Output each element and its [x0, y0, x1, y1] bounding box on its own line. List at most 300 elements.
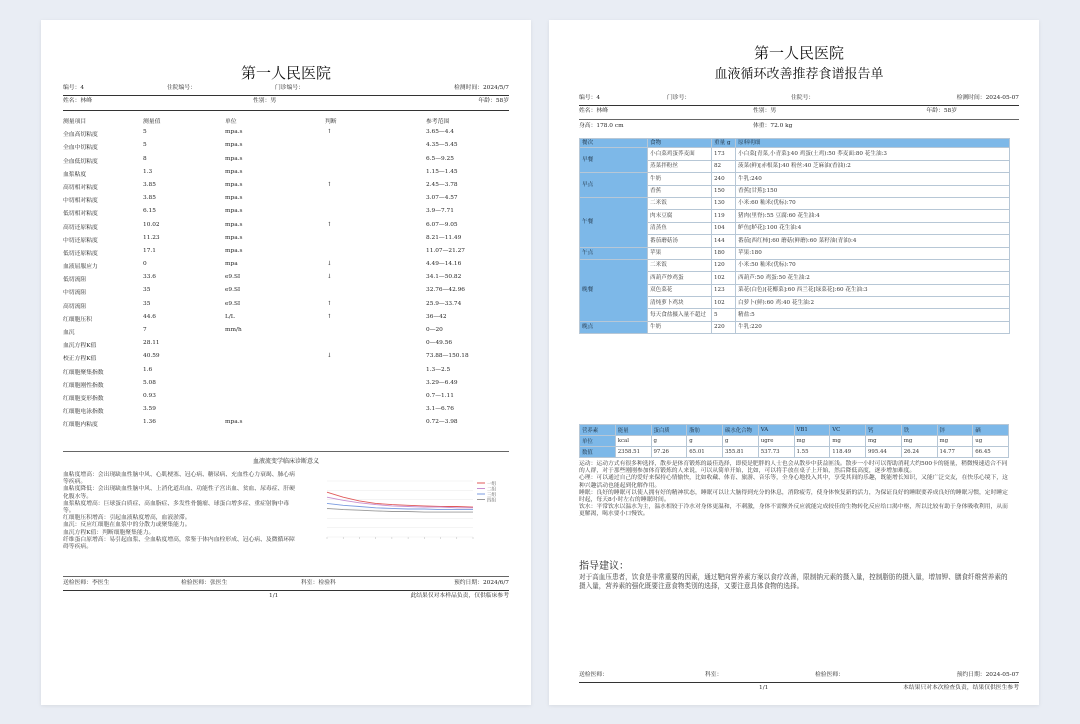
col-header-value: 测量值	[143, 119, 161, 125]
food-weight: 104	[712, 222, 736, 234]
page-number: 1/1	[269, 593, 279, 599]
patient-name: 姓名：林峰	[63, 98, 92, 104]
item-range: 0—20	[426, 327, 443, 333]
item-value: 5	[143, 129, 147, 136]
nutrition-value-row	[580, 447, 1009, 458]
food-ingredients: 牛乳:240	[736, 173, 1010, 185]
result-row	[63, 191, 509, 204]
paragraph: 红细胞压积增高：引起血液粘度增高，血液淤滞。	[63, 515, 191, 522]
paragraph: 血粘度增高：会出现缺血性脑中风、心肌梗塞、冠心病、糖尿病、充血性心力衰竭、肺心病等疾病。	[63, 472, 295, 486]
result-row	[63, 415, 509, 428]
food-ingredients: 白萝卜(鲜):60 鸡:40 花生油:2	[736, 297, 1010, 309]
item-flag: ↑	[327, 181, 332, 188]
appt-label: 预约日期：	[453, 580, 483, 586]
item-range: 0—49.56	[426, 340, 453, 347]
result-row	[63, 244, 509, 257]
col-header-weight: 重量 g	[712, 139, 736, 148]
nutrient-unit: mg	[901, 436, 937, 447]
nutrient-unit: mg	[794, 436, 830, 447]
food-name: 双色菜花	[648, 284, 712, 296]
appointment-date: 预约日期：2024-05-07	[956, 672, 1019, 678]
legend-label: 三组	[487, 492, 496, 498]
advice-exercise: 运动：运动方式有很多种选择，散步是体育锻炼的最佳选择，即使是肥胖的人士也会从散步中获益匪浅。散步一小时可以帮助消耗大约500卡的能量，稍微慢速适合不同的人群，对于那些刚刚参加体育锻炼的人来说，可以从简单开始，比如，可以将手放在桌子上开始，然后降低高度，逐步增加难度。	[579, 461, 1008, 475]
item-unit: mpa.s	[225, 221, 243, 228]
paragraph: 纤维蛋白原增高：易引起血浆、全血粘度增高，常鉴于体内血栓形成、冠心病、及微循环障碍等疾病。	[63, 536, 295, 551]
food-ingredients: 苹果:180	[736, 247, 1010, 259]
patient-age: 年龄：58岁	[926, 108, 957, 114]
food-weight: 130	[712, 197, 736, 209]
food-name: 香蕉	[648, 185, 712, 197]
item-value: 33.6	[143, 274, 156, 281]
divider	[63, 590, 509, 591]
nutrient-label: 锌	[937, 425, 973, 436]
food-ingredients: 西葫芦:50 鸡蛋:50 花生油:2	[736, 272, 1010, 284]
item-range: 1.3—2.5	[426, 366, 451, 373]
meal-row	[580, 197, 1010, 209]
result-row	[63, 125, 509, 138]
item-name: 高切还原粘度	[63, 224, 98, 231]
item-name: 中切相对粘度	[63, 198, 98, 205]
item-value: 1.36	[143, 419, 156, 426]
item-value: 10.02	[143, 221, 160, 228]
department	[301, 581, 336, 587]
food-ingredients: 小米:60 籼米(优标):70	[736, 197, 1010, 209]
footer-row	[63, 581, 509, 589]
patient-gender: 性别：男	[253, 98, 277, 104]
diet-recipe-report-page	[549, 20, 1039, 705]
nutrient-unit: ugre	[758, 436, 794, 447]
item-value: 3.85	[143, 181, 156, 188]
col-header-range: 参考范围	[426, 119, 450, 125]
item-unit: mpa.s	[225, 234, 243, 241]
food-name: 肉末豆腐	[648, 210, 712, 222]
divider	[63, 451, 509, 452]
item-flag: ↓	[327, 261, 332, 268]
food-ingredients: 香蕉[甘蕉]:150	[736, 185, 1010, 197]
guide-title: 指导建议：	[579, 561, 629, 572]
food-name: 二米饭	[648, 259, 712, 271]
nutrient-unit: g	[651, 436, 687, 447]
nutrient-value: 355.81	[723, 447, 759, 458]
patient-height: 身高：178.0 cm	[579, 123, 624, 129]
result-row	[63, 283, 509, 296]
item-name: 全血中切粘度	[63, 145, 98, 152]
food-weight: 82	[712, 160, 736, 172]
test-date: 检测时间：2024/5/7	[453, 85, 509, 91]
patient-weight: 体重：72.0 kg	[753, 123, 793, 129]
nutrition-unit-row	[580, 436, 1009, 447]
item-range: 4.35—5.45	[426, 142, 458, 149]
divider	[579, 105, 1019, 106]
nutrient-unit: mg	[866, 436, 902, 447]
meal-name: 晚餐	[580, 259, 648, 321]
appt-date: 2024/6/7	[482, 580, 509, 586]
item-range: 3.07—4.57	[426, 195, 458, 202]
item-flag: ↑	[327, 313, 332, 320]
item-unit: mpa.s	[225, 129, 243, 136]
item-range: 0.72—3.98	[426, 419, 458, 426]
item-value: 5	[143, 142, 147, 149]
food-weight: 5	[712, 309, 736, 321]
page-number: 1/1	[759, 685, 769, 691]
values-label: 数值	[580, 447, 616, 458]
result-row	[63, 231, 509, 244]
result-row	[63, 152, 509, 165]
item-name: 全血低切粘度	[63, 158, 98, 165]
nutrient-label: VA	[758, 425, 794, 436]
legend-label: 一组	[487, 481, 496, 487]
item-flag: ↑	[327, 221, 332, 228]
col-header-ingredients: 原料明细	[736, 139, 1010, 148]
checker-doctor	[181, 581, 227, 587]
meal-row	[580, 148, 1010, 160]
item-range: 4.49—14.16	[426, 261, 462, 268]
item-flag: ↓	[327, 274, 332, 281]
nutrient-unit: g	[687, 436, 723, 447]
food-weight: 120	[712, 259, 736, 271]
item-value: 0	[143, 261, 147, 268]
divider	[579, 119, 1019, 120]
food-ingredients: 小白菜[青菜,小青菜]:40 鸡蛋(土鸡):50 荞麦面:80 花生油:3	[736, 148, 1010, 160]
food-weight: 123	[712, 284, 736, 296]
item-name: 红细胞压积	[63, 316, 92, 323]
nutrition-label-row	[580, 425, 1009, 436]
item-range: 0.7—1.11	[426, 392, 454, 399]
blood-rheology-report-page	[41, 20, 531, 705]
food-weight: 144	[712, 235, 736, 247]
food-ingredients: 猪肉(里脊):55 豆腐:60 花生油:4	[736, 210, 1010, 222]
viscosity-chart	[313, 475, 509, 547]
patient-gender: 性别：男	[753, 108, 777, 114]
sender-doctor	[63, 581, 109, 587]
page-footer	[63, 594, 509, 602]
nutrient-value: 537.73	[758, 447, 794, 458]
item-name: 红细胞内粘度	[63, 422, 98, 429]
result-row	[63, 165, 509, 178]
food-name: 西葫芦炒鸡蛋	[648, 272, 712, 284]
disclaimer: 此结果仅对本样品负责，仅供临床参考	[410, 593, 509, 599]
food-weight: 102	[712, 272, 736, 284]
food-name: 二米饭	[648, 197, 712, 209]
nutrient-label: 钙	[866, 425, 902, 436]
item-range: 8.21—11.49	[426, 234, 462, 241]
item-name: 红细胞刚性指数	[63, 382, 104, 389]
result-row	[63, 270, 509, 283]
disclaimer: 本结果只对本次检查负责，结果仅供医生参考	[903, 685, 1019, 691]
advice-sleep: 睡眠：良好的睡眠可以使人拥有好的精神状态，睡眠可以让大脑得到充分的休息，消除疲劳，使身体恢复新的活力，为保证良好的睡眠要养成良好的睡眠习惯，定时睡定时起，每天8小时左右的睡眠时间。	[579, 489, 1008, 504]
result-row	[63, 402, 509, 415]
item-unit: mpa.s	[225, 208, 243, 215]
meal-row	[580, 259, 1010, 271]
food-ingredients: 菠菜(鲜)[赤根菜]:40 粉丝:40 芝麻油(香油):2	[736, 160, 1010, 172]
result-row	[63, 376, 509, 389]
item-unit: mpa.s	[225, 419, 243, 426]
item-unit: L/L	[225, 313, 235, 320]
nutrient-value: 66.45	[973, 447, 1009, 458]
meal-name: 午餐	[580, 197, 648, 247]
item-unit: e9.SI	[225, 300, 241, 307]
nutrient-value: 65.01	[687, 447, 723, 458]
paragraph: 血粘度降低：会出现缺血性脑中风、上消化道出血、功能性子宫出血、贫血、尿毒症、肝硬化腹水等。	[63, 486, 295, 500]
item-range: 6.07—9.05	[426, 221, 458, 228]
hospital-title: 第一人民医院	[753, 44, 844, 62]
checker-label: 检验医师：	[181, 580, 210, 586]
divider	[579, 682, 1019, 683]
item-range: 36—42	[426, 313, 447, 320]
item-range: 25.9—33.74	[426, 300, 462, 307]
item-value: 17.1	[143, 247, 156, 254]
nutrient-unit: kcal	[615, 436, 651, 447]
meal-row	[580, 321, 1010, 333]
food-name: 牛奶	[648, 321, 712, 333]
item-unit: mpa.s	[225, 155, 243, 162]
item-unit: mpa.s	[225, 168, 243, 175]
nutrient-value: 2358.51	[615, 447, 651, 458]
result-row	[63, 204, 509, 217]
item-name: 全血高切粘度	[63, 132, 98, 139]
inpatient-number: 住院编号：	[167, 85, 196, 91]
item-range: 3.29—6.49	[426, 379, 458, 386]
item-range: 32.76—42.96	[426, 287, 465, 294]
food-name: 每天食盐摄入量不超过	[648, 309, 712, 321]
item-value: 7	[143, 327, 147, 333]
result-row	[63, 310, 509, 323]
col-header-food: 食物	[648, 139, 712, 148]
section-title: 血液流变学临床诊断意义	[252, 458, 319, 465]
food-name: 苹果	[648, 247, 712, 259]
item-unit: mpa.s	[225, 195, 243, 202]
meal-row	[580, 173, 1010, 185]
result-row	[63, 336, 509, 349]
paragraph: 血沉：反应红细胞在血浆中的分散力或聚集能力。	[63, 522, 191, 529]
item-flag: ↓	[327, 353, 332, 360]
food-weight: 240	[712, 173, 736, 185]
advice-water: 饮水：平常饮水以温水为主，温水相较于冷水对身体更温和，不刺激，身体不需额外反应就能完成较佳的生物转化反应给口渴中枢，所以比较有助于身体吸收利用，从而更解渴，喝水要小口慢饮。	[579, 504, 1008, 518]
report-title: 血液循环改善推荐食谱报告单	[714, 67, 884, 82]
nutrient-label: VC	[830, 425, 866, 436]
lifestyle-advice	[579, 461, 1009, 519]
meal-plan-table	[579, 138, 1010, 334]
result-row	[63, 218, 509, 231]
item-name: 红细胞电泳指数	[63, 409, 104, 416]
nutrient-label: 能量	[615, 425, 651, 436]
result-row	[63, 138, 509, 151]
item-range: 1.15—1.45	[426, 168, 458, 175]
meal-header-row	[580, 139, 1010, 148]
nutrient-unit: mg	[937, 436, 973, 447]
divider	[63, 110, 509, 111]
paragraph: 血沉方程K值：判断细胞聚集能力。	[63, 529, 155, 536]
item-unit: mpa.s	[225, 181, 243, 188]
item-value: 1.6	[143, 366, 153, 373]
page-footer	[579, 686, 1019, 694]
nutrient-unit: g	[723, 436, 759, 447]
item-name: 低切流阻	[63, 277, 87, 284]
item-range: 3.9—7.71	[426, 208, 454, 215]
nutrient-label: 铁	[901, 425, 937, 436]
legend-label: 二组	[487, 487, 496, 493]
divider	[63, 576, 509, 577]
nutrient-label: 硒	[973, 425, 1009, 436]
food-weight: 180	[712, 247, 736, 259]
food-ingredients: 精盐:5	[736, 309, 1010, 321]
patient-row	[579, 109, 1019, 117]
result-row	[63, 363, 509, 376]
report-number: 编号：4	[579, 95, 601, 101]
inpatient-number: 住院号：	[791, 95, 815, 101]
food-weight: 173	[712, 148, 736, 160]
food-name: 番茄蘑菇汤	[648, 235, 712, 247]
food-name: 清炖萝卜鸡块	[648, 297, 712, 309]
result-row	[63, 178, 509, 191]
item-name: 中切还原粘度	[63, 237, 98, 244]
outpatient-number: 门诊号：	[667, 95, 691, 101]
patient-age: 年龄：58岁	[478, 98, 509, 104]
nutrient-value: 1.55	[794, 447, 830, 458]
meal-name: 午点	[580, 247, 648, 259]
nutrient-label: 碳水化合物	[723, 425, 759, 436]
units-label: 单位	[580, 436, 616, 447]
item-value: 11.23	[143, 234, 160, 241]
food-ingredients: 番茄[西红柿]:60 蘑菇(鲜蘑):60 菜籽油(青油):4	[736, 235, 1010, 247]
item-unit: mpa.s	[225, 142, 243, 149]
col-header-meal: 餐次	[580, 139, 648, 148]
item-flag: ↑	[327, 129, 332, 136]
nutrient-label: 脂肪	[687, 425, 723, 436]
item-value: 3.59	[143, 406, 156, 413]
hospital-title: 第一人民医院	[240, 64, 331, 82]
report-meta-row	[63, 86, 509, 94]
item-range: 3.1—6.76	[426, 406, 454, 413]
nutrient-unit: mg	[830, 436, 866, 447]
result-row	[63, 257, 509, 270]
outpatient-number: 门诊编号：	[275, 85, 304, 91]
meal-name: 早餐	[580, 148, 648, 173]
col-header-item: 测量项目	[63, 119, 87, 125]
item-unit: e9.SI	[225, 287, 241, 294]
item-name: 低切还原粘度	[63, 250, 98, 257]
item-name: 红细胞变形指数	[63, 395, 104, 402]
nutrient-value: 995.44	[866, 447, 902, 458]
col-header-unit: 单位	[225, 119, 237, 125]
item-name: 低切相对粘度	[63, 211, 98, 218]
checker-doctor: 检验医师：	[815, 672, 844, 678]
item-range: 11.07—21.27	[426, 247, 465, 254]
col-header-flag: 判断	[325, 119, 337, 125]
guide-text: 对于高血压患者，饮食是非常重要的因素，通过靶向营养素方案以食疗改善，限制钠元素的摄入量，控制脂肪的摄入量，增加钾、膳食纤维营养素的摄入量，营养素的强化既要注意食物类别的选择，又要注意具体食物的选择。	[579, 573, 1008, 590]
footer-row	[579, 673, 1019, 681]
result-row	[63, 389, 509, 402]
item-value: 35	[143, 287, 151, 294]
nutrition-table	[579, 424, 1009, 458]
department: 科室：	[705, 672, 723, 678]
food-name: 牛奶	[648, 173, 712, 185]
item-range: 34.1—50.82	[426, 274, 462, 281]
item-value: 1.3	[143, 168, 153, 175]
item-range: 6.5—9.25	[426, 155, 454, 162]
item-value: 5.08	[143, 379, 156, 386]
food-weight: 102	[712, 297, 736, 309]
nutrient-value: 14.77	[937, 447, 973, 458]
nutrient-label: VB1	[794, 425, 830, 436]
patient-name: 姓名：林峰	[579, 108, 608, 114]
result-row	[63, 297, 509, 310]
meal-name: 早点	[580, 173, 648, 198]
advice-psychology: 心理：可以通过自己的爱好来保持心情愉快，比如收藏、体育、旅游、音乐等，全身心地投入其中，享受其间的乐趣，既能增长知识，又能广泛交友，在快乐心境下，这种兴趣活动也能起到化解作用。	[579, 475, 1008, 489]
patient-row	[63, 99, 509, 107]
item-value: 40.59	[143, 353, 160, 360]
dept-name: 检验科	[318, 580, 336, 586]
item-range: 2.45—3.78	[426, 181, 458, 188]
sender-name: 李医生	[92, 580, 110, 586]
item-name: 红细胞聚集指数	[63, 369, 104, 376]
result-row	[63, 323, 509, 336]
item-name: 中切流阻	[63, 290, 87, 297]
food-weight: 119	[712, 210, 736, 222]
item-unit: mm/h	[225, 327, 242, 333]
food-weight: 220	[712, 321, 736, 333]
item-name: 血沉	[63, 330, 75, 336]
item-name: 校正方程K值	[63, 356, 97, 363]
results-table	[63, 112, 509, 429]
item-value: 35	[143, 300, 151, 307]
item-name: 血浆粘度	[63, 171, 87, 178]
meal-row	[580, 247, 1010, 259]
item-value: 44.6	[143, 313, 156, 320]
body-metrics-row	[579, 124, 1019, 132]
food-weight: 150	[712, 185, 736, 197]
nutrient-value: 118.49	[830, 447, 866, 458]
item-name: 高切流阻	[63, 303, 87, 310]
sender-doctor: 送检医师：	[579, 672, 608, 678]
item-unit: mpa	[225, 261, 238, 268]
result-row	[63, 349, 509, 362]
food-ingredients: 小米:50 籼米(优标):70	[736, 259, 1010, 271]
item-value: 28.11	[143, 340, 160, 347]
checker-name: 张医生	[210, 580, 228, 586]
item-unit: mpa.s	[225, 247, 243, 254]
item-name: 血沉方程K值	[63, 343, 97, 350]
item-unit: e9.SI	[225, 274, 241, 281]
meal-name: 晚点	[580, 321, 648, 333]
sender-label: 送检医师：	[63, 580, 92, 586]
divider	[63, 95, 509, 96]
nutrient-label: 蛋白质	[651, 425, 687, 436]
dept-label: 科室：	[301, 580, 319, 586]
food-ingredients: 菜花(白色)[花椰菜]:60 西兰花[绿菜花]:60 花生油:3	[736, 284, 1010, 296]
food-name: 小白菜鸡蛋荞麦面	[648, 148, 712, 160]
nutrient-label: 营养素	[580, 425, 616, 436]
test-date: 检测时间：2024-05-07	[956, 95, 1019, 101]
item-range: 3.65—4.4	[426, 129, 454, 136]
item-name: 血液屈服应力	[63, 264, 98, 271]
table-header	[63, 112, 509, 125]
item-value: 0.93	[143, 392, 156, 399]
report-number: 编号：4	[63, 85, 85, 91]
legend-label: 四组	[487, 498, 496, 504]
food-name: 蒸菜拌粉丝	[648, 160, 712, 172]
food-ingredients: 鲈鱼[鲈花]:100 花生油:4	[736, 222, 1010, 234]
item-range: 73.88—150.18	[426, 353, 469, 360]
item-flag: ↑	[327, 300, 332, 307]
clinical-significance-text	[63, 472, 295, 551]
paragraph: 血浆粘度增高：巨球蛋白质症、高血脂症、多发性骨髓瘤、球蛋白增多症、重症射胸中毒等。	[63, 500, 290, 515]
nutrient-unit: ug	[973, 436, 1009, 447]
report-meta-row	[579, 96, 1019, 104]
item-name: 高切相对粘度	[63, 184, 98, 191]
nutrient-value: 97.26	[651, 447, 687, 458]
item-value: 3.85	[143, 195, 156, 202]
